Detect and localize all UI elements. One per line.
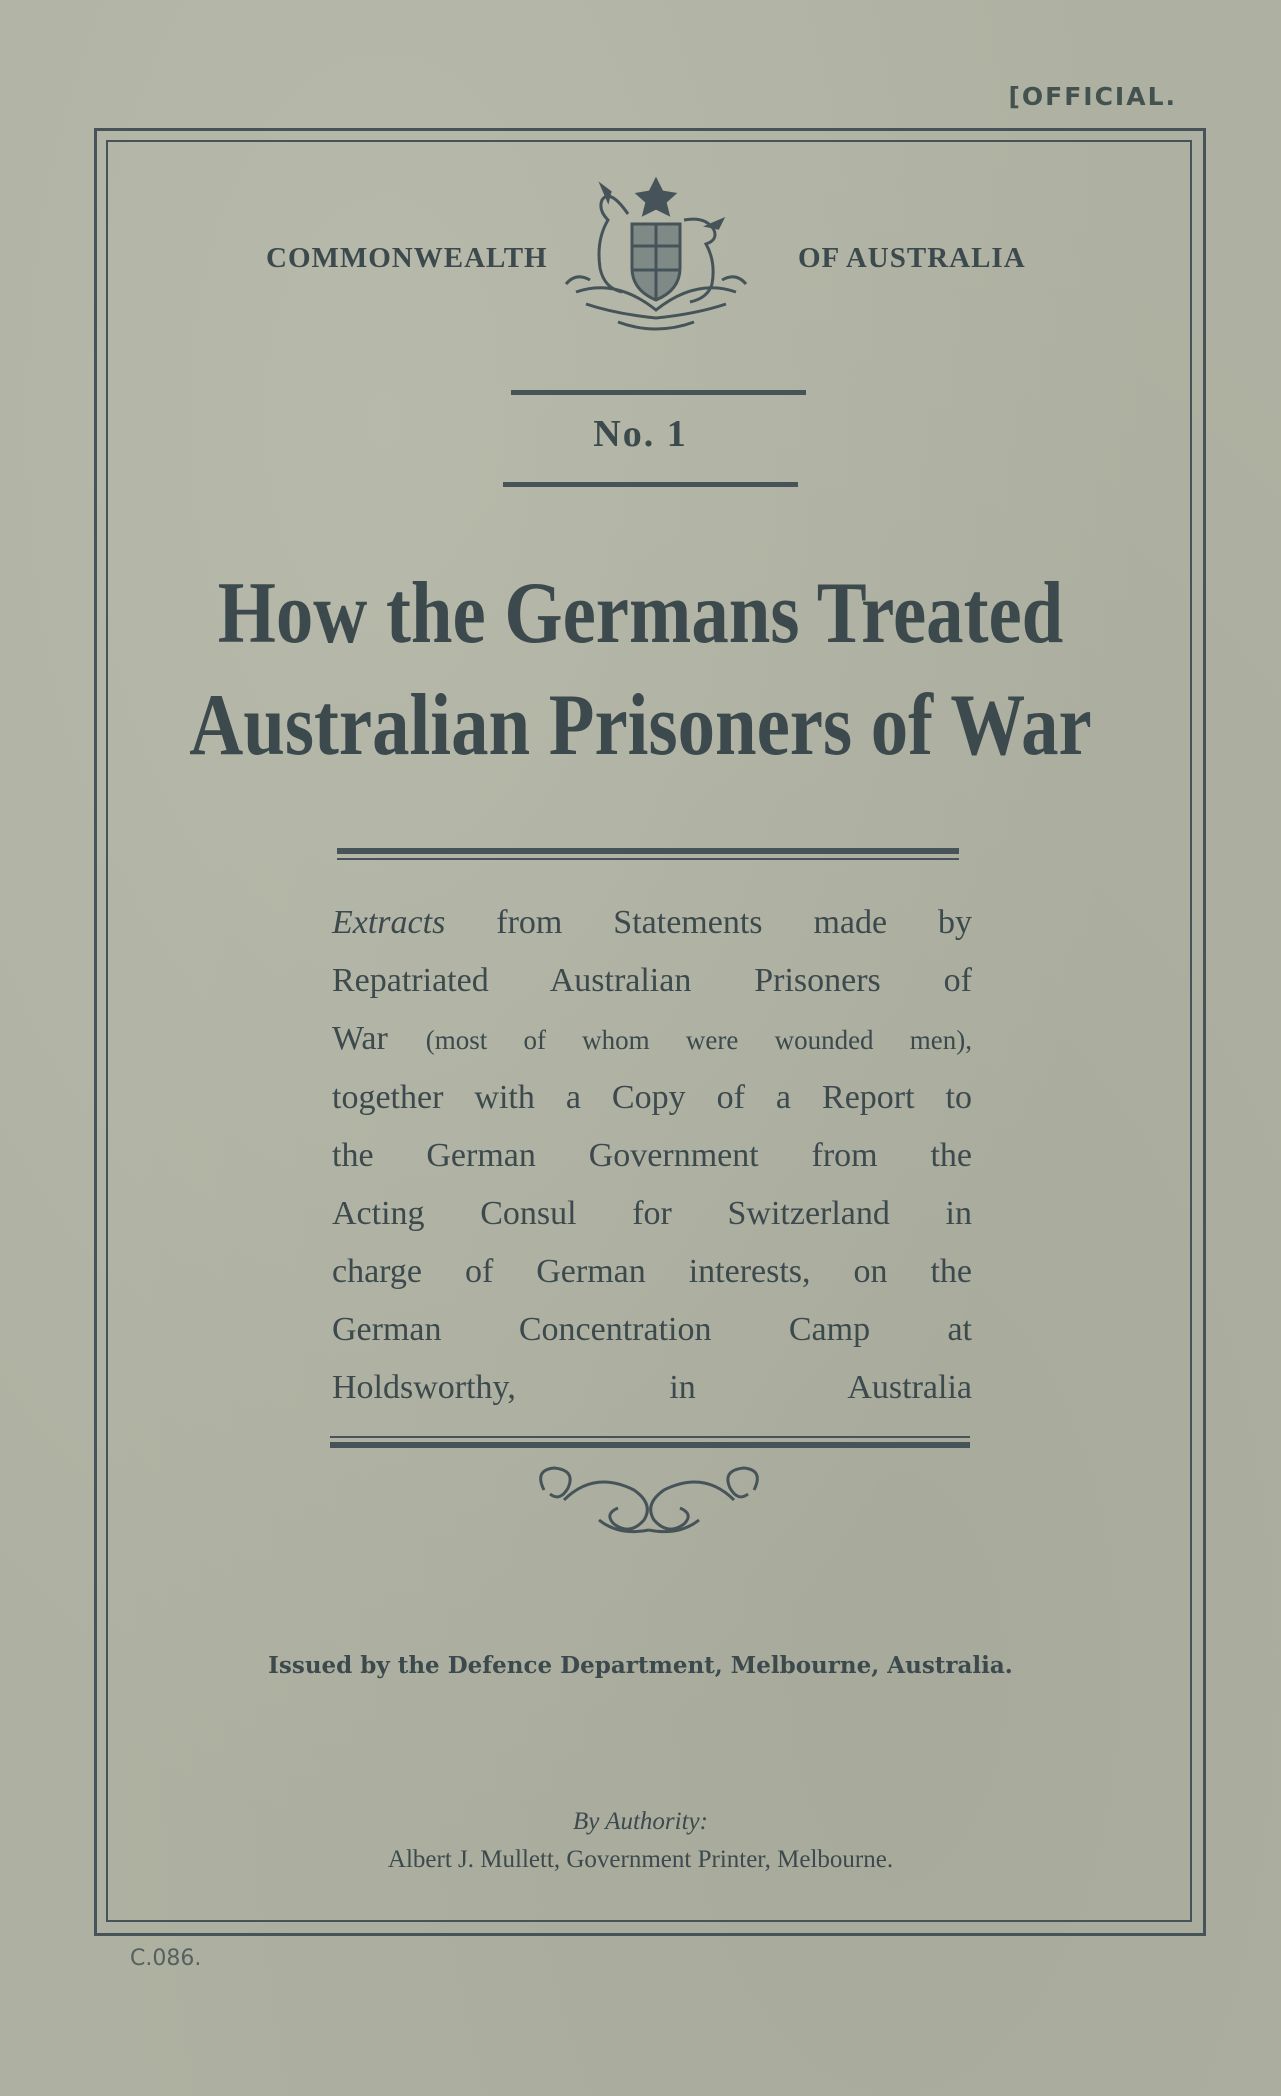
text-line: charge of German interests, on the (332, 1253, 972, 1290)
authority-line: By Authority: (573, 1808, 708, 1835)
catalog-code: C.086. (130, 1946, 202, 1971)
issue-number: No. 1 (593, 413, 688, 455)
coat-of-arms-icon (546, 174, 766, 344)
text-line: Acting Consul for Switzerland in (332, 1195, 972, 1232)
official-stamp: [OFFICIAL. (1008, 82, 1177, 111)
extracts-word: Extracts (332, 904, 446, 941)
scroll-flourish-icon (524, 1460, 774, 1550)
rule-above-text-thin (337, 858, 959, 860)
issuer-line: Issued by the Defence Department, Melbourne, Australia. (268, 1652, 1013, 1679)
description-text (332, 894, 972, 1417)
page-title (96, 558, 1185, 782)
text-line: Repatriated Australian Prisoners of (332, 962, 972, 999)
header (106, 170, 1190, 350)
title-line-2: Australian Prisoners of War (189, 677, 1092, 774)
printer-line: Albert J. Mullett, Government Printer, Melbourne. (387, 1846, 894, 1873)
title-line-1: How the Germans Treated (217, 565, 1064, 662)
text-line: War (most of whom were wounded men), (332, 1020, 972, 1057)
text-line: together with a Copy of a Report to (332, 1079, 972, 1116)
text-line: German Concentration Camp at (332, 1311, 972, 1348)
rule-below-text-thick (330, 1442, 970, 1448)
rule-above-number (511, 390, 806, 395)
rule-below-text-thin (330, 1436, 970, 1438)
text-line: the German Government from the (332, 1137, 972, 1174)
header-of-australia: OF AUSTRALIA (798, 242, 1026, 274)
rule-below-number (503, 482, 798, 487)
header-commonwealth: COMMONWEALTH (266, 242, 548, 274)
text-line: Extracts from Statements made by (332, 904, 973, 941)
rule-above-text-thick (337, 848, 959, 854)
text-line: Holdsworthy, in Australia (332, 1369, 972, 1406)
